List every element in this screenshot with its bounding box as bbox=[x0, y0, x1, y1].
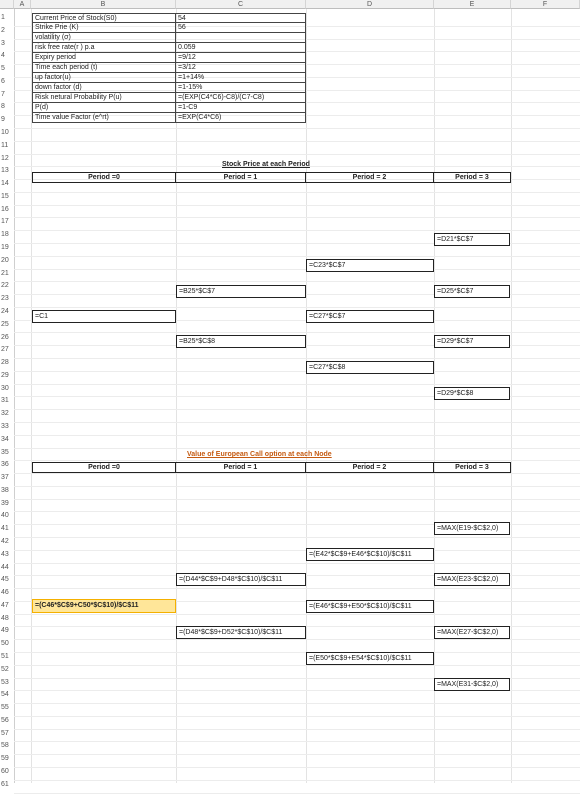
gridline bbox=[14, 588, 580, 589]
gridline bbox=[14, 665, 580, 666]
stock-tree-title[interactable]: Stock Price at each Period bbox=[222, 161, 310, 168]
row-header[interactable]: 33 bbox=[1, 422, 9, 430]
param-label[interactable]: P(d) bbox=[32, 103, 176, 113]
gridline bbox=[14, 281, 580, 282]
stock-node-b25[interactable]: =C1 bbox=[32, 310, 176, 323]
param-label[interactable]: up factor(u) bbox=[32, 73, 176, 83]
gridline bbox=[14, 729, 580, 730]
stock-node-d29[interactable]: =C27*$C$8 bbox=[306, 361, 434, 374]
row-header[interactable]: 60 bbox=[1, 768, 9, 776]
row-header[interactable]: 4 bbox=[1, 52, 5, 60]
option-header-period-1[interactable]: Period = 1 bbox=[176, 462, 306, 473]
row-header[interactable]: 47 bbox=[1, 601, 9, 609]
option-node-d52[interactable]: =(E50*$C$9+E54*$C$10)/$C$11 bbox=[306, 652, 434, 665]
param-value[interactable]: =9/12 bbox=[176, 53, 306, 63]
row-header[interactable]: 51 bbox=[1, 653, 9, 660]
row-header[interactable]: 34 bbox=[1, 435, 9, 443]
row-header[interactable]: 27 bbox=[1, 346, 9, 354]
gridline bbox=[14, 230, 580, 231]
row-header[interactable]: 32 bbox=[1, 410, 9, 418]
gridline bbox=[14, 716, 580, 717]
row-header[interactable]: 9 bbox=[1, 116, 5, 124]
option-node-e50[interactable]: =MAX(E27-$C$2,0) bbox=[434, 626, 510, 639]
column-header-c[interactable]: C bbox=[176, 0, 306, 9]
gridline bbox=[14, 332, 580, 333]
row-header[interactable]: 12 bbox=[1, 154, 9, 162]
gridline bbox=[14, 460, 580, 461]
gridline bbox=[14, 435, 580, 436]
row-header[interactable]: 11 bbox=[1, 141, 9, 149]
stock-node-e19[interactable]: =D21*$C$7 bbox=[434, 233, 510, 246]
row-header[interactable]: 41 bbox=[1, 525, 9, 533]
option-node-c50[interactable]: =(D48*$C$9+D52*$C$10)/$C$11 bbox=[176, 626, 306, 639]
row-header[interactable]: 39 bbox=[1, 499, 9, 507]
option-node-d48[interactable]: =(E46*$C$9+E50*$C$10)/$C$11 bbox=[306, 600, 434, 613]
option-node-c46[interactable]: =(D44*$C$9+D48*$C$10)/$C$11 bbox=[176, 573, 306, 586]
option-header-period-3[interactable]: Period = 3 bbox=[434, 462, 511, 473]
row-header[interactable]: 45 bbox=[1, 576, 9, 584]
row-header[interactable]: 16 bbox=[1, 205, 9, 213]
param-value[interactable]: 56 bbox=[176, 23, 306, 33]
gridline bbox=[14, 741, 580, 742]
row-header[interactable]: 42 bbox=[1, 537, 9, 545]
param-value[interactable] bbox=[176, 33, 306, 43]
column-header-b[interactable]: B bbox=[31, 0, 176, 9]
row-header[interactable]: 53 bbox=[1, 678, 9, 686]
row-header[interactable]: 7 bbox=[1, 90, 5, 98]
param-label[interactable]: down factor (d) bbox=[32, 83, 176, 93]
row-header[interactable]: 17 bbox=[1, 218, 9, 226]
row-header[interactable]: 8 bbox=[1, 103, 5, 111]
row-header[interactable]: 6 bbox=[1, 77, 5, 85]
gridline bbox=[14, 780, 580, 781]
stock-node-c23[interactable]: =B25*$C$7 bbox=[176, 285, 306, 298]
row-header[interactable]: 58 bbox=[1, 742, 9, 750]
param-label[interactable]: Time value Factor (e^rt) bbox=[32, 113, 176, 123]
row-header[interactable]: 24 bbox=[1, 307, 9, 315]
row-header[interactable]: 21 bbox=[1, 269, 9, 277]
param-label[interactable]: Current Price of Stock(S0) bbox=[32, 13, 176, 23]
option-header-period-0[interactable]: Period =0 bbox=[32, 462, 176, 473]
option-header-period-2[interactable]: Period = 2 bbox=[306, 462, 434, 473]
row-header[interactable]: 61 bbox=[1, 780, 9, 788]
row-header[interactable]: 29 bbox=[1, 371, 9, 379]
gridline bbox=[14, 205, 580, 206]
option-node-e42[interactable]: =MAX(E19-$C$2,0) bbox=[434, 522, 510, 535]
row-header[interactable]: 52 bbox=[1, 665, 9, 673]
row-header[interactable]: 20 bbox=[1, 256, 9, 264]
gridline bbox=[14, 192, 580, 193]
row-header[interactable]: 48 bbox=[1, 614, 9, 622]
row-header[interactable]: 43 bbox=[1, 550, 9, 558]
column-header-d[interactable]: D bbox=[306, 0, 434, 9]
stock-node-d25[interactable]: =C27*$C$7 bbox=[306, 310, 434, 323]
gridline bbox=[14, 537, 580, 538]
stock-node-d21[interactable]: =C23*$C$7 bbox=[306, 259, 434, 272]
param-label[interactable]: Time each period (t) bbox=[32, 63, 176, 73]
gridline bbox=[14, 141, 580, 142]
stock-node-e23[interactable]: =D25*$C$7 bbox=[434, 285, 510, 298]
row-header[interactable]: 3 bbox=[1, 39, 5, 47]
stock-header-period-3[interactable]: Period = 3 bbox=[434, 172, 511, 183]
gridline bbox=[14, 499, 580, 500]
gridline bbox=[14, 703, 580, 704]
stock-node-e31[interactable]: =D29*$C$8 bbox=[434, 387, 510, 400]
row-header[interactable]: 38 bbox=[1, 486, 9, 494]
row-header[interactable]: 50 bbox=[1, 640, 9, 648]
row-header[interactable]: 18 bbox=[1, 231, 9, 239]
param-label[interactable]: Strike Prie (K) bbox=[32, 23, 176, 33]
stock-header-period-1[interactable]: Period = 1 bbox=[176, 172, 306, 183]
gridline bbox=[14, 154, 580, 155]
stock-node-e27[interactable]: =D29*$C$7 bbox=[434, 335, 510, 348]
gridline bbox=[14, 767, 580, 768]
param-value[interactable]: =EXP(C4*C6) bbox=[176, 113, 306, 123]
param-value[interactable]: 54 bbox=[176, 13, 306, 23]
row-header[interactable]: 23 bbox=[1, 295, 9, 303]
option-node-d44[interactable]: =(E42*$C$9+E46*$C$10)/$C$11 bbox=[306, 548, 434, 561]
row-header[interactable]: 49 bbox=[1, 627, 9, 635]
gridline bbox=[14, 409, 580, 410]
gridline bbox=[14, 473, 580, 474]
gridline bbox=[14, 754, 580, 755]
gridline bbox=[14, 614, 580, 615]
gridline bbox=[14, 486, 580, 487]
column-header-f[interactable]: F bbox=[511, 0, 580, 9]
param-label[interactable]: Expiry period bbox=[32, 53, 176, 63]
row-header[interactable]: 19 bbox=[1, 244, 9, 252]
param-label[interactable]: risk free rate(r ) p.a bbox=[32, 43, 176, 53]
param-label[interactable]: Risk netural Probability P(u) bbox=[32, 93, 176, 103]
gridline bbox=[14, 422, 580, 423]
param-value[interactable]: =1-15% bbox=[176, 83, 306, 93]
row-header[interactable]: 30 bbox=[1, 384, 9, 392]
gridline bbox=[14, 652, 580, 653]
row-header[interactable]: 35 bbox=[1, 448, 9, 456]
gridline bbox=[14, 269, 580, 270]
gridline bbox=[14, 550, 580, 551]
gridline bbox=[14, 128, 580, 129]
row-header[interactable]: 2 bbox=[1, 26, 5, 34]
stock-header-period-2[interactable]: Period = 2 bbox=[306, 172, 434, 183]
column-header-e[interactable]: E bbox=[434, 0, 511, 9]
row-header[interactable]: 37 bbox=[1, 474, 9, 482]
row-header[interactable]: 25 bbox=[1, 320, 9, 328]
row-header[interactable]: 22 bbox=[1, 282, 9, 290]
gridline bbox=[14, 448, 580, 449]
gridline bbox=[14, 639, 580, 640]
column-header-a[interactable]: A bbox=[14, 0, 31, 9]
gridline bbox=[14, 217, 580, 218]
option-node-b48-selected[interactable]: =(C46*$C$9+C50*$C$10)/$C$11 bbox=[32, 599, 176, 613]
row-header[interactable]: 13 bbox=[1, 167, 9, 175]
row-header[interactable]: 31 bbox=[1, 397, 9, 405]
column-header-corner[interactable] bbox=[0, 0, 14, 9]
row-header[interactable]: 44 bbox=[1, 563, 9, 571]
option-node-e46[interactable]: =MAX(E23-$C$2,0) bbox=[434, 573, 510, 586]
row-header[interactable]: 14 bbox=[1, 180, 9, 188]
param-value[interactable]: =(EXP(C4*C6)-C8)/(C7-C8) bbox=[176, 93, 306, 103]
stock-node-c27[interactable]: =B25*$C$8 bbox=[176, 335, 306, 348]
row-header[interactable]: 59 bbox=[1, 755, 9, 763]
option-tree-title[interactable]: Value of European Call option at each Node bbox=[187, 451, 332, 458]
gridline bbox=[14, 256, 580, 257]
param-value[interactable]: =1-C9 bbox=[176, 103, 306, 113]
gridline bbox=[14, 384, 580, 385]
row-header[interactable]: 54 bbox=[1, 691, 9, 699]
row-header[interactable]: 26 bbox=[1, 333, 9, 341]
row-header[interactable]: 1 bbox=[1, 14, 5, 21]
row-header[interactable]: 57 bbox=[1, 729, 9, 737]
param-label[interactable]: volatility (σ) bbox=[32, 33, 176, 43]
option-node-e54[interactable]: =MAX(E31-$C$2,0) bbox=[434, 678, 510, 691]
row-header[interactable]: 28 bbox=[1, 359, 9, 367]
row-header[interactable]: 15 bbox=[1, 192, 9, 200]
row-header[interactable]: 5 bbox=[1, 65, 5, 73]
stock-header-period-0[interactable]: Period =0 bbox=[32, 172, 176, 183]
gridline bbox=[14, 371, 580, 372]
row-header[interactable]: 56 bbox=[1, 716, 9, 724]
row-header[interactable]: 40 bbox=[1, 512, 9, 520]
row-header[interactable]: 55 bbox=[1, 704, 9, 712]
row-header[interactable]: 36 bbox=[1, 461, 9, 469]
param-value[interactable]: =3/12 bbox=[176, 63, 306, 73]
gridline bbox=[14, 307, 580, 308]
gridline bbox=[14, 563, 580, 564]
gridline bbox=[14, 511, 580, 512]
gridline bbox=[14, 358, 580, 359]
row-header[interactable]: 10 bbox=[1, 129, 9, 137]
row-header[interactable]: 46 bbox=[1, 589, 9, 597]
param-value[interactable]: 0.059 bbox=[176, 43, 306, 53]
param-value[interactable]: =1+14% bbox=[176, 73, 306, 83]
